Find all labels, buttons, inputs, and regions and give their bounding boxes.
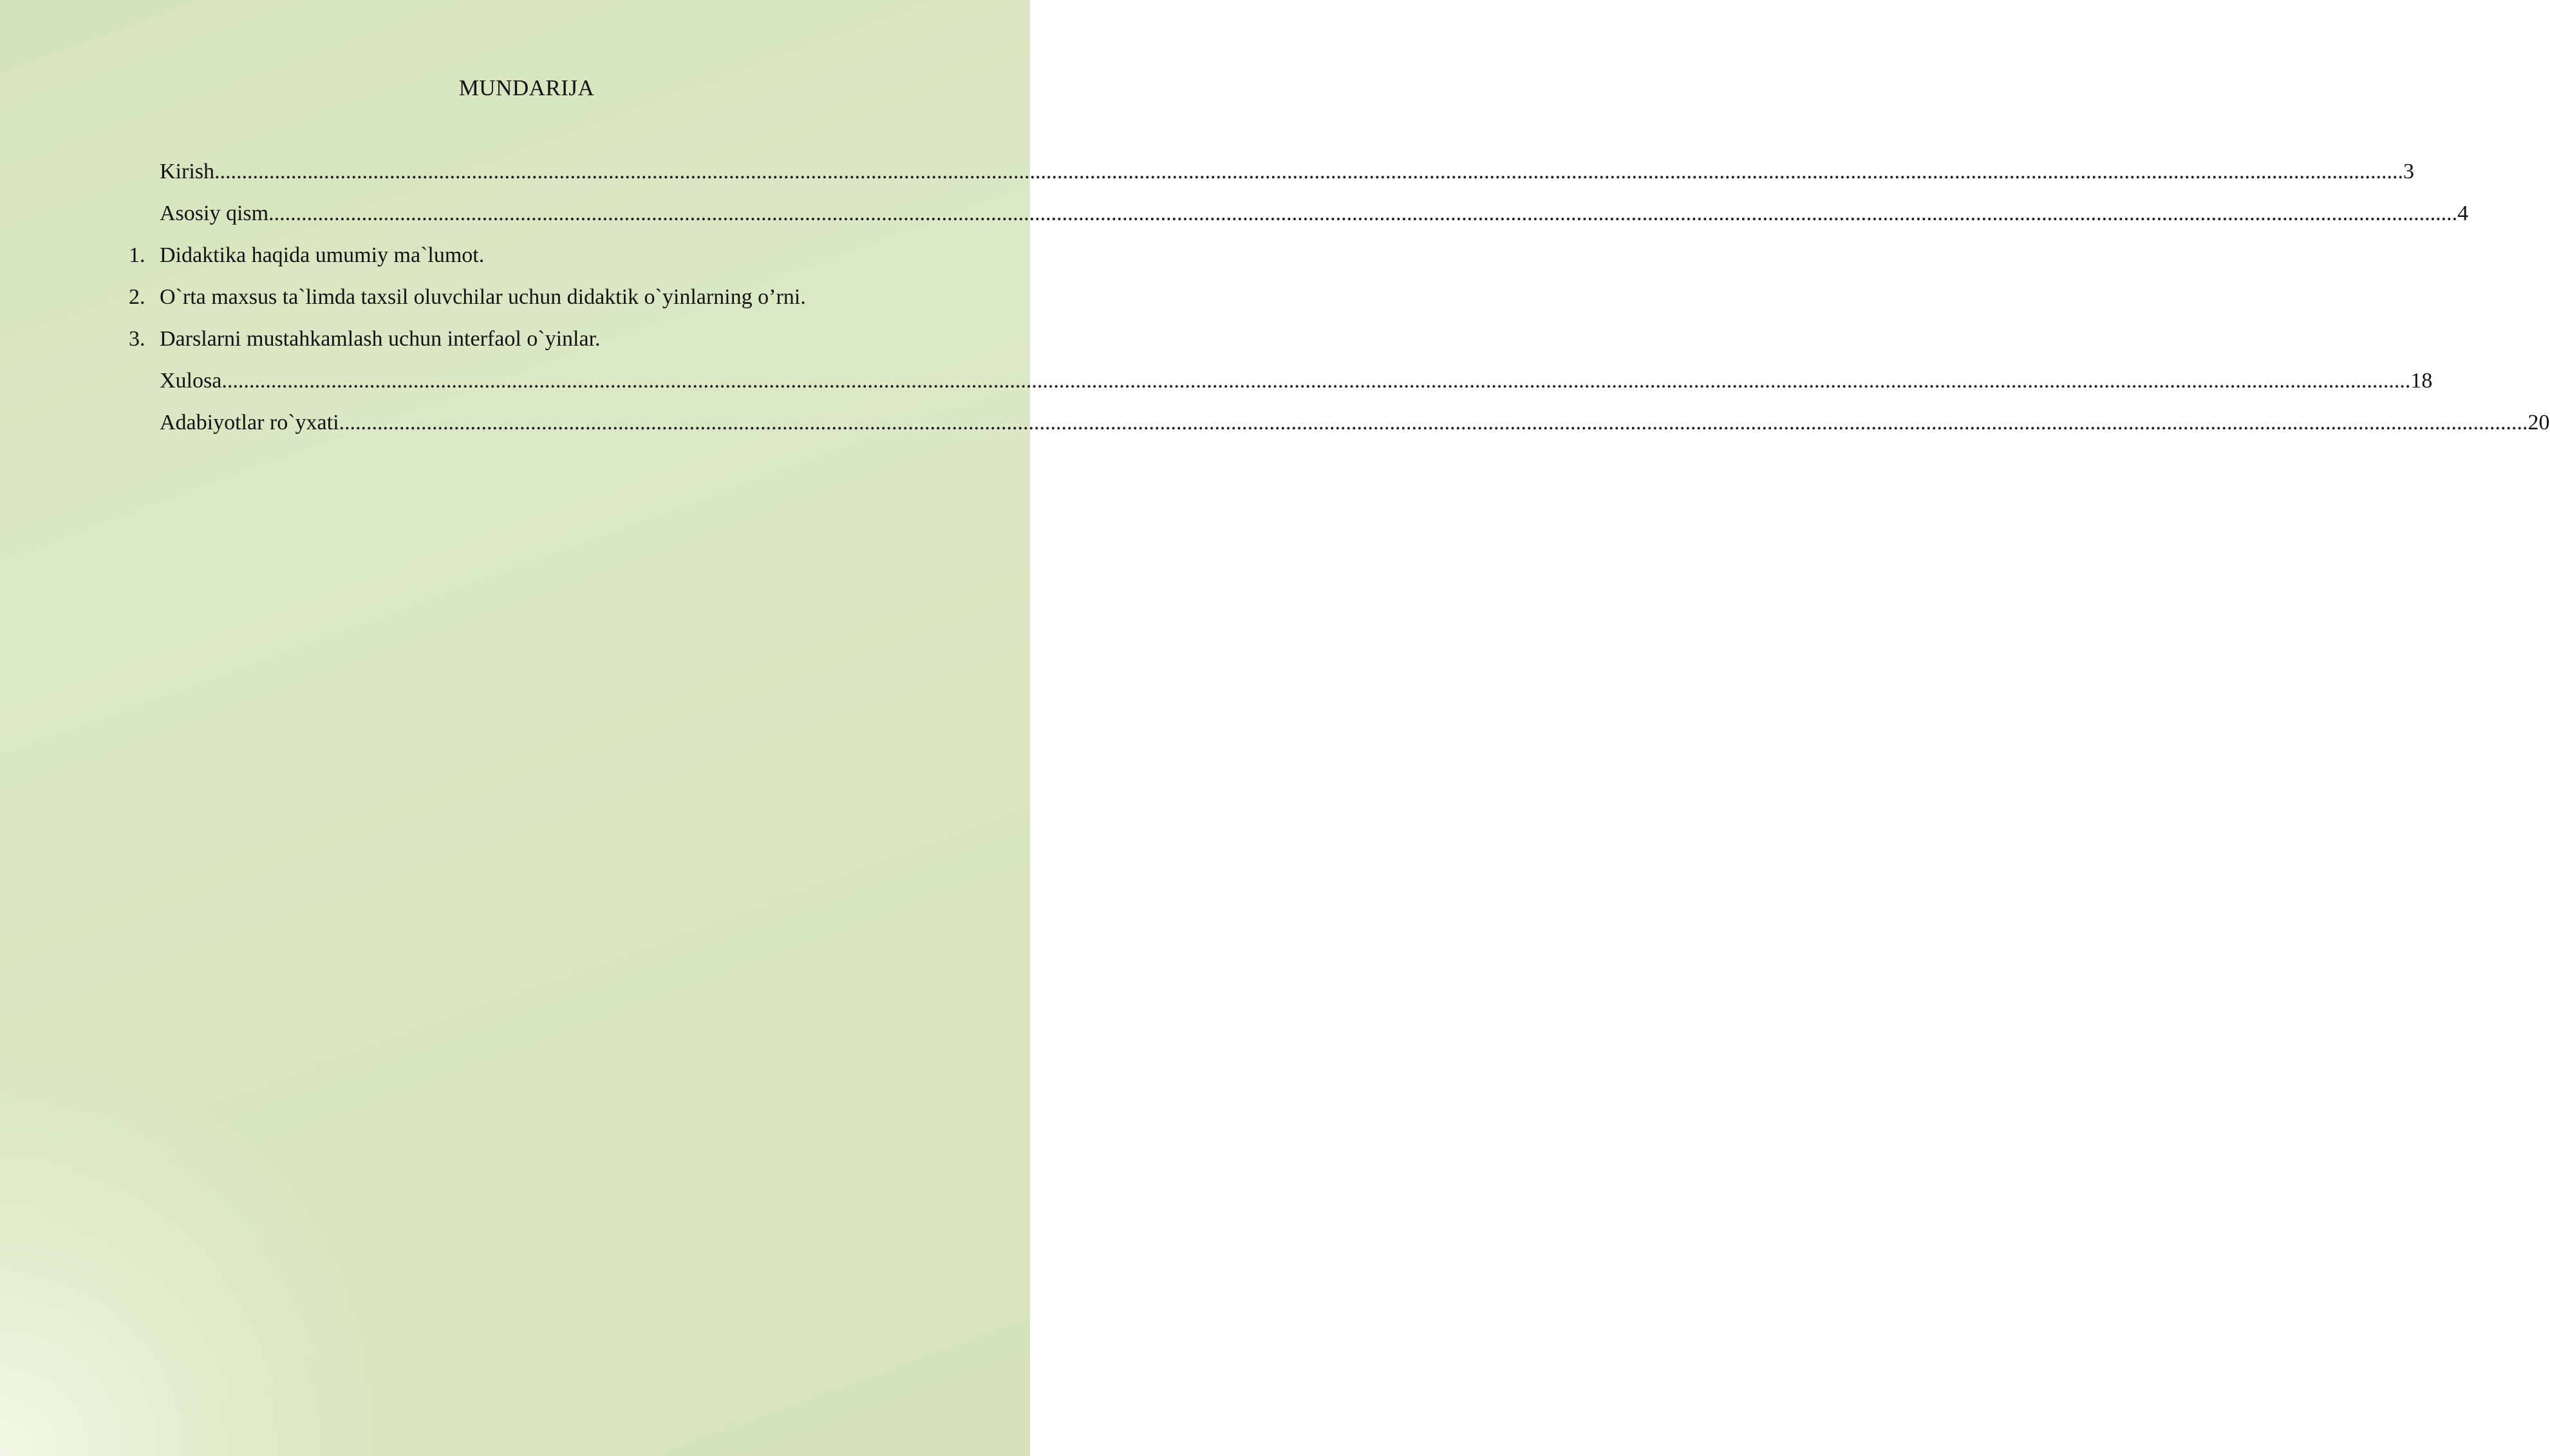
toc-leader-dots: ................................................................................................................................................................................................................................................................................................................................................................................................................ xyxy=(214,160,2403,183)
toc-entry-label: Xulosa xyxy=(160,369,222,393)
toc-entry-number: 2. xyxy=(129,285,145,309)
toc-entry-number: 3. xyxy=(129,327,145,351)
toc-entry-adabiyotlar[interactable] xyxy=(0,407,2550,449)
toc-entry-label: O`rta maxsus ta`limda taxsil oluvchilar uchun didaktik o`yinlarning o’rni. xyxy=(160,285,806,309)
toc-entry-number: 1. xyxy=(129,243,145,267)
toc-leader-dots: ................................................................................................................................................................................................................................................................................................................................................................................................................ xyxy=(268,201,2458,225)
toc-entry-section-1[interactable] xyxy=(0,239,1030,281)
toc-entry-page: 4 xyxy=(2457,201,2469,225)
toc-entry-section-2[interactable] xyxy=(0,281,1030,323)
toc-entry-label: Darslarni mustahkamlash uchun interfaol o`yinlar. xyxy=(160,327,601,351)
toc-entry-page: 18 xyxy=(2410,369,2433,393)
toc-entry-label: Adabiyotlar ro`yxati xyxy=(160,411,339,434)
page-title: MUNDARIJA xyxy=(458,75,595,100)
table-of-contents xyxy=(0,156,2550,449)
toc-entry-page: 20 xyxy=(2527,411,2550,434)
toc-leader-dots: ................................................................................................................................................................................................................................................................................................................................................................................................................ xyxy=(221,369,2411,393)
toc-entry-label: Kirish xyxy=(160,160,214,183)
toc-leader-dots: ................................................................................................................................................................................................................................................................................................................................................................................................................ xyxy=(339,411,2528,434)
toc-entry-section-3[interactable] xyxy=(0,323,1030,365)
toc-entry-label: Asosiy qism xyxy=(160,201,269,225)
toc-entry-page: 3 xyxy=(2403,160,2414,183)
toc-entry-label: Didaktika haqida umumiy ma`lumot. xyxy=(160,243,485,267)
toc-entry-xulosa[interactable] xyxy=(0,365,2433,407)
toc-entry-asosiy-qism[interactable] xyxy=(0,198,2469,239)
toc-entry-kirish[interactable] xyxy=(0,156,2414,198)
